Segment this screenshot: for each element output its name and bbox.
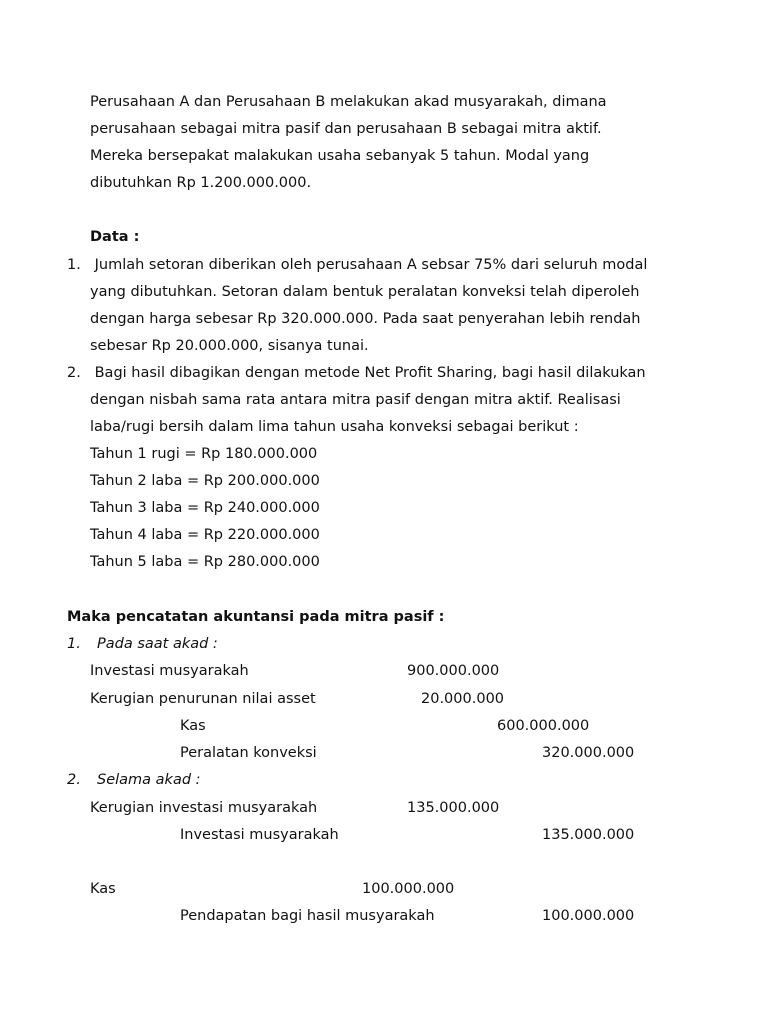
data-item-1-line-2: yang dibutuhkan. Setoran dalam bentuk peralatan konveksi telah diperoleh bbox=[90, 284, 640, 300]
entry-debit-kas: 100.000.000 bbox=[362, 881, 455, 897]
year-4-result: Tahun 4 laba = Rp 220.000.000 bbox=[90, 527, 320, 543]
data-item-2-line-2: dengan nisbah sama rata antara mitra pasif dengan mitra aktif. Realisasi bbox=[90, 392, 621, 408]
intro-line-4: dibutuhkan Rp 1.200.000.000. bbox=[90, 175, 312, 191]
entry-credit-investasi: 135.000.000 bbox=[542, 827, 635, 843]
year-3-result: Tahun 3 laba = Rp 240.000.000 bbox=[90, 500, 320, 516]
entry-account-investasi: Investasi musyarakah bbox=[90, 663, 249, 679]
entry-account-kerugian-penurunan: Kerugian penurunan nilai asset bbox=[90, 691, 316, 707]
journal-heading: Maka pencatatan akuntansi pada mitra pasif : bbox=[67, 609, 445, 625]
section-2-title: Selama akad : bbox=[97, 772, 201, 788]
entry-account-kerugian-investasi: Kerugian investasi musyarakah bbox=[90, 800, 318, 816]
entry-credit-peralatan: 320.000.000 bbox=[542, 745, 635, 761]
entry-account-investasi-credit: Investasi musyarakah bbox=[180, 827, 339, 843]
data-item-1-number: 1. bbox=[67, 257, 81, 273]
data-item-1-line-4: sebesar Rp 20.000.000, sisanya tunai. bbox=[90, 338, 369, 354]
entry-account-kas-debit: Kas bbox=[90, 881, 116, 897]
data-item-2-line-3: laba/rugi bersih dalam lima tahun usaha konveksi sebagai berikut : bbox=[90, 419, 579, 435]
data-item-2-line-1: Bagi hasil dibagikan dengan metode Net Profit Sharing, bagi hasil dilakukan bbox=[90, 365, 646, 381]
entry-account-pendapatan: Pendapatan bagi hasil musyarakah bbox=[180, 908, 435, 924]
section-1-number: 1. bbox=[67, 636, 81, 652]
entry-credit-pendapatan: 100.000.000 bbox=[542, 908, 635, 924]
year-2-result: Tahun 2 laba = Rp 200.000.000 bbox=[90, 473, 320, 489]
intro-line-2: perusahaan sebagai mitra pasif dan perusahaan B sebagai mitra aktif. bbox=[90, 121, 602, 137]
data-item-2-number: 2. bbox=[67, 365, 81, 381]
entry-credit-kas: 600.000.000 bbox=[497, 718, 590, 734]
data-heading: Data : bbox=[90, 229, 140, 245]
section-1-title: Pada saat akad : bbox=[97, 636, 218, 652]
year-1-result: Tahun 1 rugi = Rp 180.000.000 bbox=[90, 446, 318, 462]
intro-line-1: Perusahaan A dan Perusahaan B melakukan akad musyarakah, dimana bbox=[90, 94, 607, 110]
entry-debit-kerugian-penurunan: 20.000.000 bbox=[421, 691, 505, 707]
entry-debit-investasi: 900.000.000 bbox=[407, 663, 500, 679]
data-item-1-line-1: Jumlah setoran diberikan oleh perusahaan A sebsar 75% dari seluruh modal bbox=[90, 257, 648, 273]
entry-debit-kerugian-investasi: 135.000.000 bbox=[407, 800, 500, 816]
section-2-number: 2. bbox=[67, 772, 81, 788]
entry-account-peralatan: Peralatan konveksi bbox=[180, 745, 317, 761]
intro-line-3: Mereka bersepakat malakukan usaha sebanyak 5 tahun. Modal yang bbox=[90, 148, 590, 164]
entry-account-kas-credit: Kas bbox=[180, 718, 206, 734]
data-item-1-line-3: dengan harga sebesar Rp 320.000.000. Pada saat penyerahan lebih rendah bbox=[90, 311, 641, 327]
year-5-result: Tahun 5 laba = Rp 280.000.000 bbox=[90, 554, 320, 570]
